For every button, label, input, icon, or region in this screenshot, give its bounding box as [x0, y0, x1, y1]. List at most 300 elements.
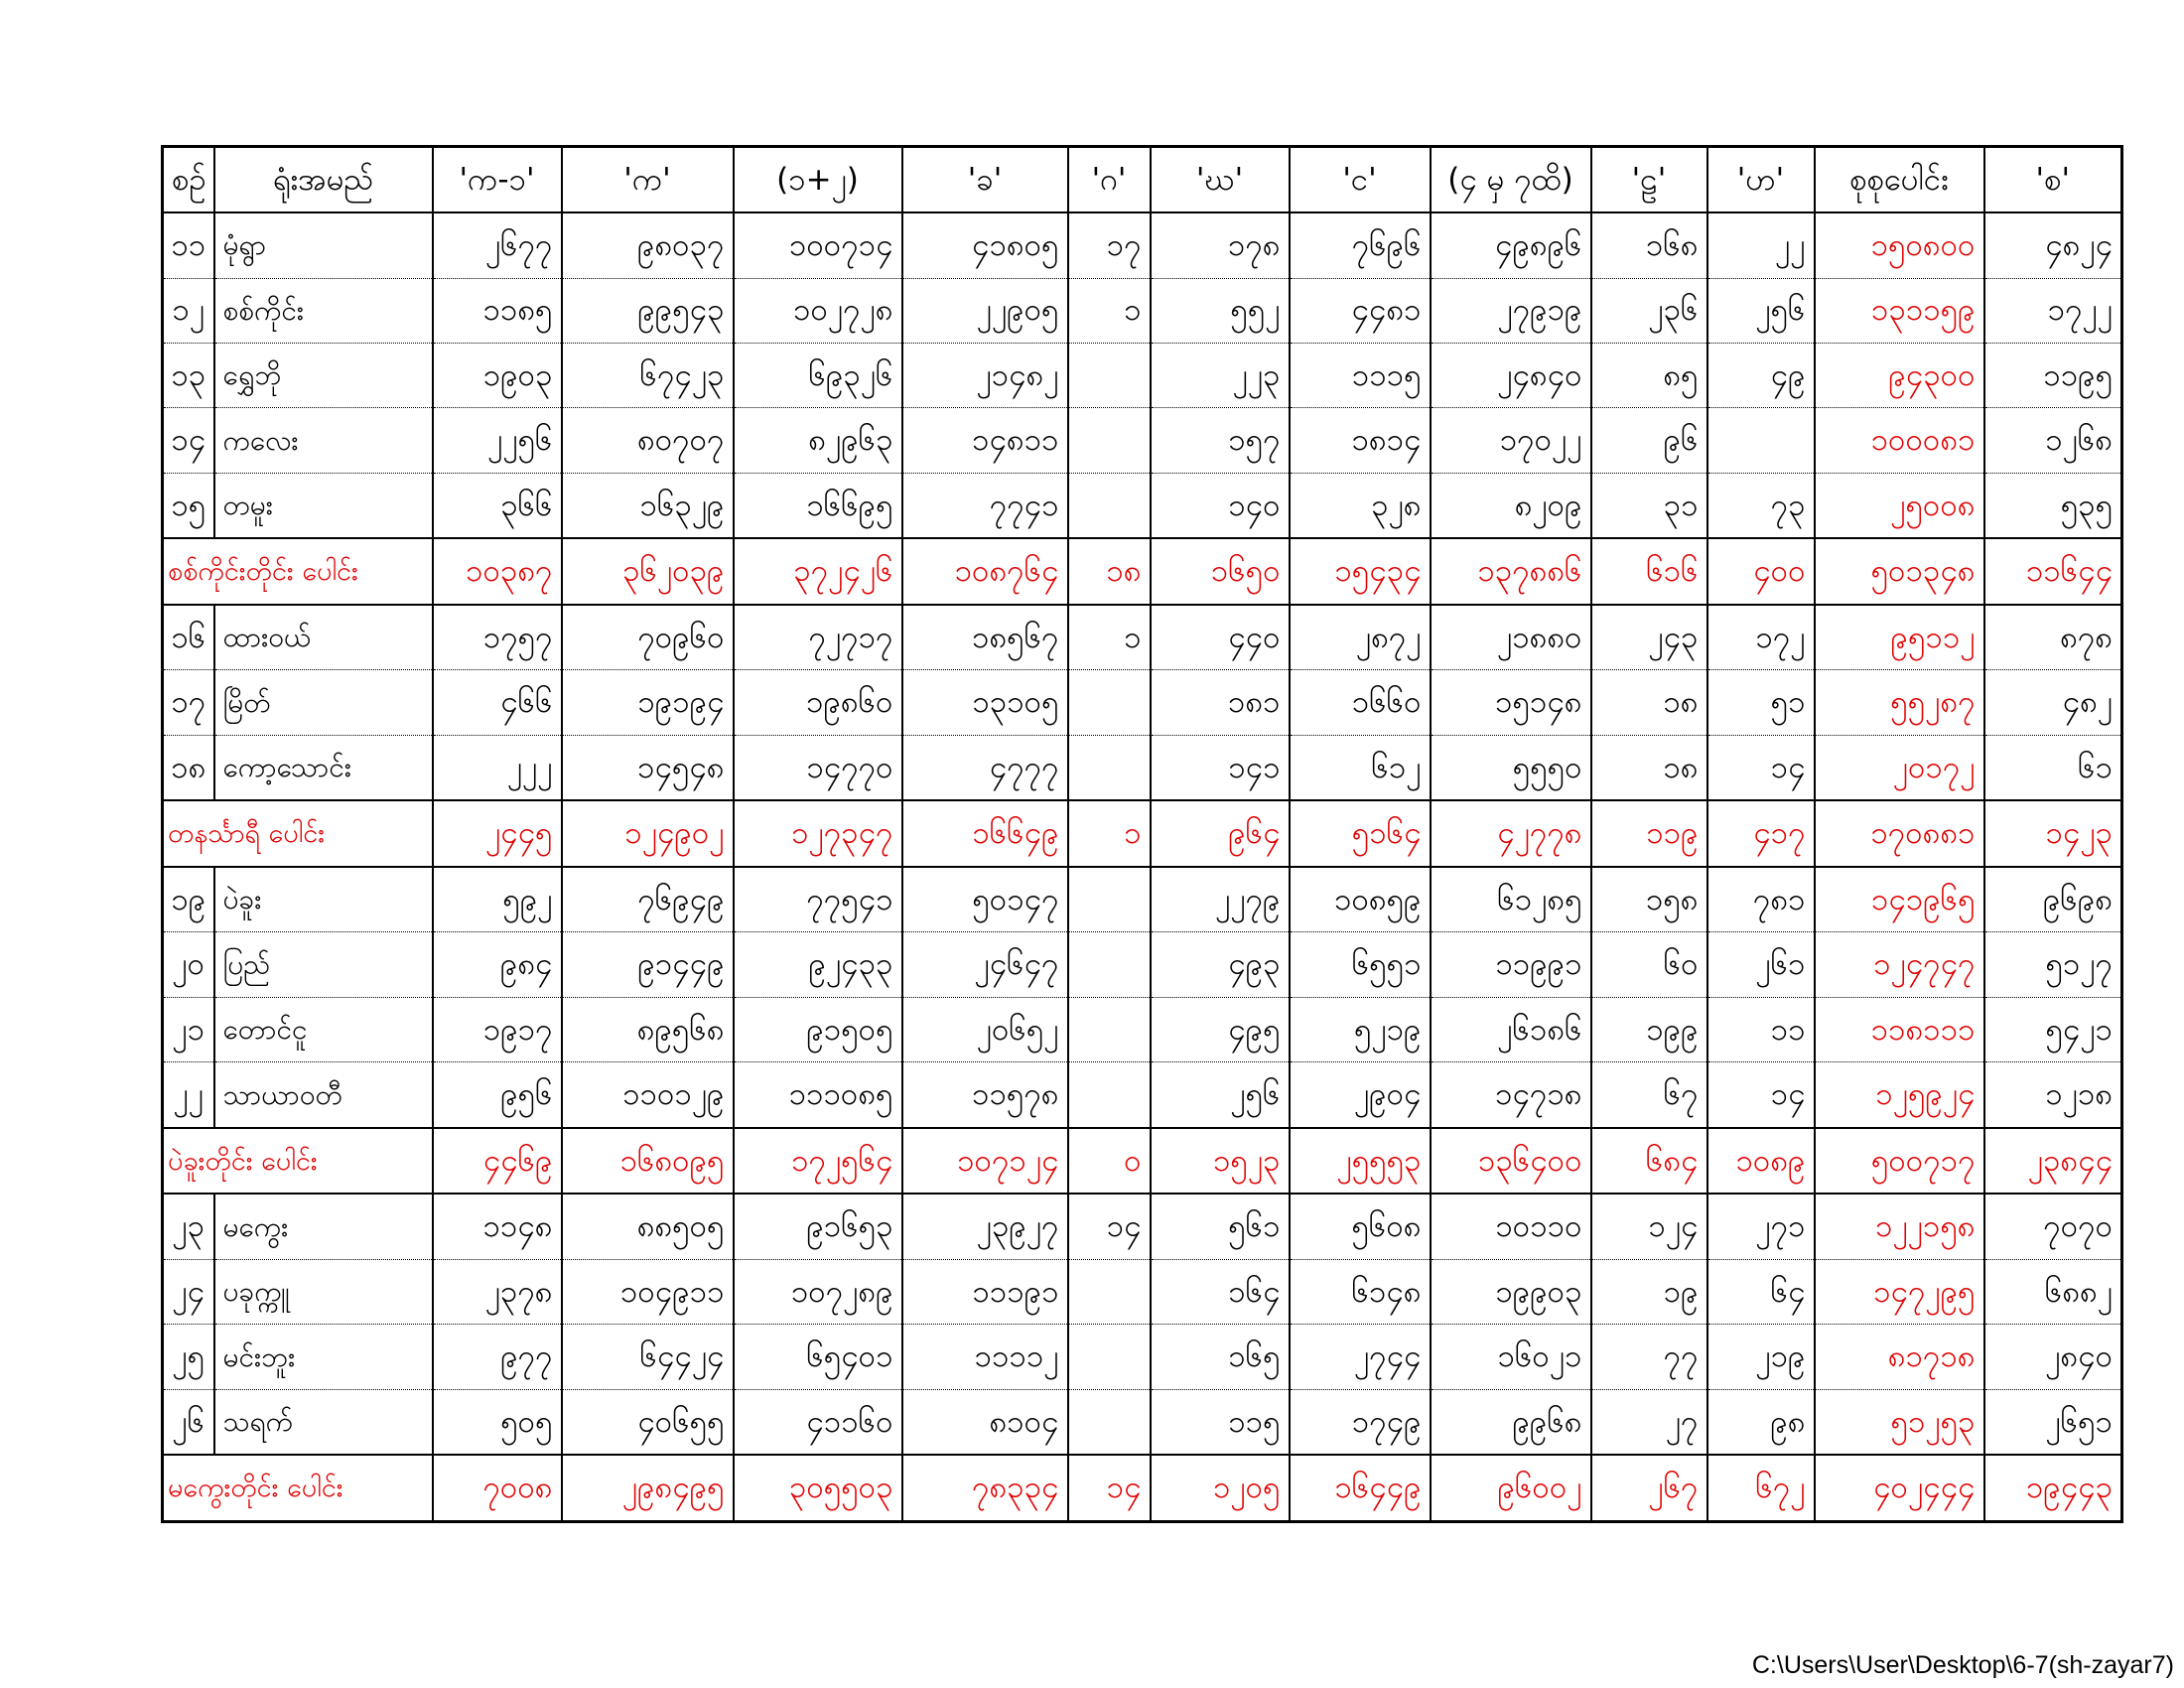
column-header: 'ဃ' — [1151, 147, 1290, 213]
value-cell: ၈၁၀၄ — [902, 1389, 1068, 1455]
subtotal-value: ၁ — [1068, 800, 1151, 867]
value-cell: ၁၆၀၂၁ — [1431, 1325, 1591, 1389]
value-cell: ၁၃၁၀၅ — [902, 670, 1068, 735]
serial-number: ၁၁ — [163, 212, 214, 278]
serial-number: ၂၁ — [163, 997, 214, 1061]
value-cell: ၅၆၁ — [1151, 1194, 1290, 1259]
value-cell: ၁၀၈၅၉ — [1290, 867, 1431, 932]
value-cell: ၁၁၀၁၂၉ — [562, 1062, 734, 1128]
value-cell: ၉၅၆ — [433, 1062, 562, 1128]
value-cell: ၉၉၆၈ — [1431, 1389, 1591, 1455]
subtotal-value: ၁၀၇၁၂၄ — [902, 1128, 1068, 1195]
value-cell: ၄၉ — [1707, 343, 1815, 407]
value-cell: ၂၉၀၄ — [1290, 1062, 1431, 1128]
value-cell: ၂၆၁ — [1707, 932, 1815, 997]
value-cell: ၁၁၅၇၈ — [902, 1062, 1068, 1128]
column-header: (၄ မှ ၇ထိ) — [1431, 147, 1591, 213]
value-cell: ၂၄၈၄၀ — [1431, 343, 1591, 407]
value-cell: ၁၆၈ — [1591, 212, 1707, 278]
value-cell: ၂၆၅၁ — [1984, 1389, 2122, 1455]
subtotal-value: ၆၁၆ — [1591, 538, 1707, 605]
value-cell: ၂၂၇၉ — [1151, 867, 1290, 932]
serial-number: ၁၅ — [163, 473, 214, 538]
value-cell: ၁၁၅ — [1151, 1389, 1290, 1455]
value-cell: ၉၉၅၄၃ — [562, 278, 734, 343]
value-cell: ၉၁၄၄၉ — [562, 932, 734, 997]
office-name: မင်းဘူး — [214, 1325, 433, 1389]
office-name: ပဲခူး — [214, 867, 433, 932]
value-cell: ၅၂၁၉ — [1290, 997, 1431, 1061]
value-cell: ၂၂၂ — [433, 735, 562, 800]
serial-number: ၁၉ — [163, 867, 214, 932]
value-cell: ၁၉၁၉၄ — [562, 670, 734, 735]
office-name: မကွေး — [214, 1194, 433, 1259]
value-cell: ၄၇၇၇ — [902, 735, 1068, 800]
total-cell: ၁၅၀၈၀၀ — [1815, 212, 1984, 278]
value-cell — [1068, 735, 1151, 800]
table-row — [163, 605, 2122, 670]
value-cell: ၁၁၁၀၈၅ — [734, 1062, 902, 1128]
value-cell: ၈၉၅၆၈ — [562, 997, 734, 1061]
value-cell: ၁၆၃၂၉ — [562, 473, 734, 538]
serial-number: ၂၄ — [163, 1259, 214, 1324]
value-cell: ၈၇၈ — [1984, 605, 2122, 670]
office-name: ရွှေဘို — [214, 343, 433, 407]
column-header: 'က' — [562, 147, 734, 213]
total-cell: ၅၅၂၈၇ — [1815, 670, 1984, 735]
value-cell: ၅၀၁၄၇ — [902, 867, 1068, 932]
total-cell: ၁၄၁၉၆၅ — [1815, 867, 1984, 932]
subtotal-value: ၄၁၇ — [1707, 800, 1815, 867]
serial-number: ၂၆ — [163, 1389, 214, 1455]
office-name: တောင်ငူ — [214, 997, 433, 1061]
value-cell: ၅၀၅ — [433, 1389, 562, 1455]
value-cell — [1068, 997, 1151, 1061]
value-cell: ၂၇၄၄ — [1290, 1325, 1431, 1389]
value-cell: ၁၇၅၇ — [433, 605, 562, 670]
value-cell: ၁ — [1068, 278, 1151, 343]
value-cell: ၂၂၃ — [1151, 343, 1290, 407]
subtotal-value: ၁၅၂၃ — [1151, 1128, 1290, 1195]
value-cell: ၆၁၄၈ — [1290, 1259, 1431, 1324]
value-cell: ၁၉၁၇ — [433, 997, 562, 1061]
value-cell — [1068, 1259, 1151, 1324]
subtotal-value: ၅၁၆၄ — [1290, 800, 1431, 867]
subtotal-value: ၁၂၇၃၄၇ — [734, 800, 902, 867]
total-cell: ၁၂၅၉၂၄ — [1815, 1062, 1984, 1128]
value-cell: ၄၁၈၀၅ — [902, 212, 1068, 278]
subtotal-value: ၂၄၄၅ — [433, 800, 562, 867]
subtotal-value: ၆၈၄ — [1591, 1128, 1707, 1195]
office-name: စစ်ကိုင်း — [214, 278, 433, 343]
table-row — [163, 212, 2122, 278]
serial-number: ၁၂ — [163, 278, 214, 343]
value-cell: ၆၄၄၂၄ — [562, 1325, 734, 1389]
table-row — [163, 867, 2122, 932]
total-cell: ၁၂၂၁၅၈ — [1815, 1194, 1984, 1259]
table-row — [163, 343, 2122, 407]
value-cell: ၁၀၂၇၂၈ — [734, 278, 902, 343]
subtotal-value: ၉၆၀၀၂ — [1431, 1455, 1591, 1521]
value-cell: ၁၁၁၅ — [1290, 343, 1431, 407]
serial-number: ၁၃ — [163, 343, 214, 407]
serial-number: ၁၈ — [163, 735, 214, 800]
header-row — [163, 147, 2122, 213]
value-cell: ၂၁၉ — [1707, 1325, 1815, 1389]
value-cell: ၁၄ — [1707, 1062, 1815, 1128]
table-row — [163, 408, 2122, 473]
total-cell: ၈၁၇၁၈ — [1815, 1325, 1984, 1389]
value-cell: ၁၉၉၀၃ — [1431, 1259, 1591, 1324]
value-cell: ၁၇၀၂၂ — [1431, 408, 1591, 473]
serial-number: ၂၃ — [163, 1194, 214, 1259]
office-name: ကလေး — [214, 408, 433, 473]
table-row — [163, 473, 2122, 538]
column-header: 'င' — [1290, 147, 1431, 213]
value-cell: ၂၅၆ — [1151, 1062, 1290, 1128]
value-cell: ၁ — [1068, 605, 1151, 670]
table-row — [163, 1194, 2122, 1259]
value-cell — [1068, 473, 1151, 538]
subtotal-value: ၁၁၉ — [1591, 800, 1707, 867]
value-cell: ၂၈၇၂ — [1290, 605, 1431, 670]
column-header: 'ခ' — [902, 147, 1068, 213]
subtotal-value: ၁၀၈၇၆၄ — [902, 538, 1068, 605]
value-cell: ၆၇ — [1591, 1062, 1707, 1128]
total-cell: ၁၀၀၀၈၁ — [1815, 408, 1984, 473]
value-cell: ၁၉၈၆၀ — [734, 670, 902, 735]
value-cell: ၄၆၆ — [433, 670, 562, 735]
office-name: ကော့သောင်း — [214, 735, 433, 800]
column-header: 'ဂ' — [1068, 147, 1151, 213]
subtotal-value: ၇၀၀၈ — [433, 1455, 562, 1521]
serial-number: ၁၆ — [163, 605, 214, 670]
subtotal-value: ၃၆၂၀၃၉ — [562, 538, 734, 605]
value-cell: ၁၈၅၆၇ — [902, 605, 1068, 670]
value-cell: ၂၃၆ — [1591, 278, 1707, 343]
value-cell: ၆၁၂ — [1290, 735, 1431, 800]
value-cell: ၂၀၆၅၂ — [902, 997, 1068, 1061]
table-row — [163, 997, 2122, 1061]
value-cell: ၄၄၀ — [1151, 605, 1290, 670]
subtotal-value: ၄၂၇၇၈ — [1431, 800, 1591, 867]
value-cell: ၁၄၁ — [1151, 735, 1290, 800]
value-cell: ၇၆၉၆ — [1290, 212, 1431, 278]
subtotal-value: ၁၄ — [1068, 1455, 1151, 1521]
total-cell: ၁၃၁၁၅၉ — [1815, 278, 1984, 343]
value-cell: ၁၈၁ — [1151, 670, 1290, 735]
value-cell: ၁၀၀၇၁၄ — [734, 212, 902, 278]
serial-number: ၁၇ — [163, 670, 214, 735]
value-cell: ၅၃၅ — [1984, 473, 2122, 538]
value-cell: ၁၂၆၈ — [1984, 408, 2122, 473]
value-cell: ၄၉၃ — [1151, 932, 1290, 997]
value-cell: ၁၇ — [1068, 212, 1151, 278]
value-cell: ၅၁ — [1707, 670, 1815, 735]
value-cell: ၁၁၁၉၁ — [902, 1259, 1068, 1324]
column-header: 'က-၁' — [433, 147, 562, 213]
value-cell: ၁၁၉၅ — [1984, 343, 2122, 407]
value-cell: ၆၈၈၂ — [1984, 1259, 2122, 1324]
value-cell: ၇၈၁ — [1707, 867, 1815, 932]
value-cell: ၁၉၀၃ — [433, 343, 562, 407]
value-cell: ၄၈၂၄ — [1984, 212, 2122, 278]
subtotal-value: ၂၆၇ — [1591, 1455, 1707, 1521]
subtotal-value: ၂၃၈၄၄ — [1984, 1128, 2122, 1195]
subtotal-value: ၁၆၄၄၉ — [1290, 1455, 1431, 1521]
value-cell: ၄၀၆၅၅ — [562, 1389, 734, 1455]
value-cell: ၇၃ — [1707, 473, 1815, 538]
value-cell: ၁၁၁၁၂ — [902, 1325, 1068, 1389]
value-cell: ၇၀၉၆၀ — [562, 605, 734, 670]
value-cell — [1068, 343, 1151, 407]
office-name: မုံရွာ — [214, 212, 433, 278]
value-cell: ၁၀၁၁၀ — [1431, 1194, 1591, 1259]
value-cell: ၂၆၇၇ — [433, 212, 562, 278]
office-name: သရက် — [214, 1389, 433, 1455]
value-cell — [1068, 670, 1151, 735]
value-cell: ၄၁၁၆၀ — [734, 1389, 902, 1455]
value-cell: ၂၇ — [1591, 1389, 1707, 1455]
subtotal-value: ၅၀၁၃၄၈ — [1815, 538, 1984, 605]
subtotal-value: ၁၂၀၅ — [1151, 1455, 1290, 1521]
column-header: 'စ' — [1984, 147, 2122, 213]
value-cell: ၇၇ — [1591, 1325, 1707, 1389]
subtotal-value: ၁၀၈၉ — [1707, 1128, 1815, 1195]
table-row — [163, 278, 2122, 343]
value-cell: ၆၇၄၂၃ — [562, 343, 734, 407]
subtotal-row — [163, 1128, 2122, 1195]
total-cell: ၂၀၁၇၂ — [1815, 735, 1984, 800]
value-cell: ၉၆၉၈ — [1984, 867, 2122, 932]
value-cell: ၁၇၂ — [1707, 605, 1815, 670]
value-cell: ၉၁၆၅၃ — [734, 1194, 902, 1259]
table-row — [163, 670, 2122, 735]
office-name: ပခုက္ကူ — [214, 1259, 433, 1324]
report-table — [161, 145, 2123, 1523]
subtotal-value: ၁၃၆၄၀၀ — [1431, 1128, 1591, 1195]
value-cell: ၄၈၂ — [1984, 670, 2122, 735]
value-cell: ၁၄၈၁၁ — [902, 408, 1068, 473]
value-cell: ၇၀၇၀ — [1984, 1194, 2122, 1259]
value-cell: ၁၆၅ — [1151, 1325, 1290, 1389]
value-cell: ၁၀၇၂၈၉ — [734, 1259, 902, 1324]
column-header: စဉ် — [163, 147, 214, 213]
value-cell: ၉၈၀၃၇ — [562, 212, 734, 278]
value-cell: ၈၂၉၆၃ — [734, 408, 902, 473]
value-cell: ၉၇၇ — [433, 1325, 562, 1389]
table-row — [163, 1325, 2122, 1389]
value-cell: ၆၉၃၂၆ — [734, 343, 902, 407]
value-cell: ၁၁၈၅ — [433, 278, 562, 343]
value-cell: ၁၄ — [1707, 735, 1815, 800]
subtotal-value: ၁၄၂၃ — [1984, 800, 2122, 867]
value-cell: ၁၅၁၄၈ — [1431, 670, 1591, 735]
value-cell: ၂၄၆၄၇ — [902, 932, 1068, 997]
value-cell: ၁၇၈ — [1151, 212, 1290, 278]
subtotal-value: ၄၄၆၉ — [433, 1128, 562, 1195]
value-cell: ၆၅၄၀၁ — [734, 1325, 902, 1389]
value-cell: ၅၁၂၇ — [1984, 932, 2122, 997]
subtotal-value: ၁၆၆၄၉ — [902, 800, 1068, 867]
value-cell: ၁၄၀ — [1151, 473, 1290, 538]
value-cell: ၄၉၈၉၆ — [1431, 212, 1591, 278]
value-cell: ၁၂၄ — [1591, 1194, 1707, 1259]
office-name: သာယာဝတီ — [214, 1062, 433, 1128]
value-cell: ၇၆၉၄၉ — [562, 867, 734, 932]
subtotal-value: ၁၈ — [1068, 538, 1151, 605]
value-cell: ၁၈ — [1591, 670, 1707, 735]
subtotal-value: ၄၀၀ — [1707, 538, 1815, 605]
value-cell: ၁၈၁၄ — [1290, 408, 1431, 473]
subtotal-row — [163, 1455, 2122, 1521]
column-header: စုစုပေါင်း — [1815, 147, 1984, 213]
value-cell: ၂၈၄၀ — [1984, 1325, 2122, 1389]
subtotal-value: ၅၀၀၇၁၇ — [1815, 1128, 1984, 1195]
subtotal-value: ၁၂၄၉၀၂ — [562, 800, 734, 867]
value-cell: ၆၁ — [1984, 735, 2122, 800]
value-cell: ၅၄၂၁ — [1984, 997, 2122, 1061]
value-cell: ၂၆၁၈၆ — [1431, 997, 1591, 1061]
table-row — [163, 932, 2122, 997]
value-cell: ၅၅၅၀ — [1431, 735, 1591, 800]
value-cell: ၄၄၈၁ — [1290, 278, 1431, 343]
serial-number: ၁၄ — [163, 408, 214, 473]
column-header: (၁+၂) — [734, 147, 902, 213]
value-cell: ၂၁၄၈၂ — [902, 343, 1068, 407]
column-header: 'ဠ' — [1591, 147, 1707, 213]
value-cell: ၃၆၆ — [433, 473, 562, 538]
value-cell: ၇၇၄၁ — [902, 473, 1068, 538]
value-cell: ၄၉၅ — [1151, 997, 1290, 1061]
value-cell: ၅၉၂ — [433, 867, 562, 932]
value-cell: ၂၁၈၈၀ — [1431, 605, 1591, 670]
value-cell: ၁၁၉၉၁ — [1431, 932, 1591, 997]
serial-number: ၂၅ — [163, 1325, 214, 1389]
subtotal-value: ၃၇၂၄၂၆ — [734, 538, 902, 605]
value-cell: ၂၃၇၈ — [433, 1259, 562, 1324]
value-cell: ၁၅၈ — [1591, 867, 1707, 932]
subtotal-value: ၁၇၂၅၆၄ — [734, 1128, 902, 1195]
value-cell — [1068, 1325, 1151, 1389]
total-cell: ၁၂၄၇၄၇ — [1815, 932, 1984, 997]
subtotal-value: ၁၀၃၈၇ — [433, 538, 562, 605]
subtotal-value: ၉၆၄ — [1151, 800, 1290, 867]
value-cell: ၂၂ — [1707, 212, 1815, 278]
value-cell: ၁၂၁၈ — [1984, 1062, 2122, 1128]
subtotal-label: စစ်ကိုင်းတိုင်း ပေါင်း — [163, 538, 433, 605]
subtotal-value: ၄၀၂၄၄၄ — [1815, 1455, 1984, 1521]
value-cell: ၉၈ — [1707, 1389, 1815, 1455]
subtotal-value: ၁၉၄၄၃ — [1984, 1455, 2122, 1521]
value-cell: ၈၅ — [1591, 343, 1707, 407]
value-cell — [1068, 1389, 1151, 1455]
value-cell: ၇၂၇၁၇ — [734, 605, 902, 670]
subtotal-value: ၀ — [1068, 1128, 1151, 1195]
value-cell: ၁၉ — [1591, 1259, 1707, 1324]
file-path-footer: C:\Users\User\Desktop\6-7(sh-zayar7) — [1751, 1651, 2174, 1679]
column-header: ရုံးအမည် — [214, 147, 433, 213]
office-name: တမူး — [214, 473, 433, 538]
value-cell: ၆၀ — [1591, 932, 1707, 997]
value-cell: ၁၄ — [1068, 1194, 1151, 1259]
subtotal-value: ၁၆၈၀၉၅ — [562, 1128, 734, 1195]
value-cell: ၁၀၄၉၁၁ — [562, 1259, 734, 1324]
value-cell: ၁၅၇ — [1151, 408, 1290, 473]
subtotal-row — [163, 538, 2122, 605]
value-cell: ၁၇၂၂ — [1984, 278, 2122, 343]
value-cell: ၈၈၅၀၅ — [562, 1194, 734, 1259]
value-cell: ၉၂၄၃၃ — [734, 932, 902, 997]
value-cell: ၂၇၁ — [1707, 1194, 1815, 1259]
subtotal-label: မကွေးတိုင်း ပေါင်း — [163, 1455, 433, 1521]
table-row — [163, 735, 2122, 800]
value-cell: ၃၂၈ — [1290, 473, 1431, 538]
value-cell: ၂၇၉၁၉ — [1431, 278, 1591, 343]
total-cell: ၁၁၈၁၁၁ — [1815, 997, 1984, 1061]
office-name: ပြည် — [214, 932, 433, 997]
value-cell: ၇၇၅၄၁ — [734, 867, 902, 932]
value-cell: ၁၉၉ — [1591, 997, 1707, 1061]
subtotal-value: ၇၈၃၃၄ — [902, 1455, 1068, 1521]
value-cell: ၂၅၆ — [1707, 278, 1815, 343]
value-cell — [1068, 408, 1151, 473]
subtotal-row — [163, 800, 2122, 867]
value-cell: ၂၃၉၂၇ — [902, 1194, 1068, 1259]
table-row — [163, 1062, 2122, 1128]
value-cell: ၉၆ — [1591, 408, 1707, 473]
value-cell: ၁၇၄၉ — [1290, 1389, 1431, 1455]
subtotal-label: ပဲခူးတိုင်း ပေါင်း — [163, 1128, 433, 1195]
value-cell: ၆၁၂၈၅ — [1431, 867, 1591, 932]
table-row — [163, 1389, 2122, 1455]
table-row — [163, 1259, 2122, 1324]
value-cell: ၃၁ — [1591, 473, 1707, 538]
value-cell: ၆၄ — [1707, 1259, 1815, 1324]
value-cell — [1068, 932, 1151, 997]
serial-number: ၂၀ — [163, 932, 214, 997]
subtotal-value: ၂၅၅၅၃ — [1290, 1128, 1431, 1195]
value-cell: ၁၈ — [1591, 735, 1707, 800]
total-cell: ၁၄၇၂၉၅ — [1815, 1259, 1984, 1324]
value-cell: ၁၆၆၉၅ — [734, 473, 902, 538]
value-cell: ၈၀၇၀၇ — [562, 408, 734, 473]
column-header: 'ဟ' — [1707, 147, 1815, 213]
subtotal-value: ၁၇၀၈၈၁ — [1815, 800, 1984, 867]
value-cell: ၆၅၅၁ — [1290, 932, 1431, 997]
value-cell: ၂၄၃ — [1591, 605, 1707, 670]
value-cell: ၁၄၇၇၀ — [734, 735, 902, 800]
value-cell: ၉၈၄ — [433, 932, 562, 997]
value-cell: ၁၆၆၀ — [1290, 670, 1431, 735]
value-cell — [1068, 1062, 1151, 1128]
subtotal-value: ၁၆၅၀ — [1151, 538, 1290, 605]
value-cell: ၂၂၅၆ — [433, 408, 562, 473]
office-name: မြိတ် — [214, 670, 433, 735]
subtotal-value: ၁၃၇၈၈၆ — [1431, 538, 1591, 605]
value-cell — [1068, 867, 1151, 932]
value-cell: ၁၆၄ — [1151, 1259, 1290, 1324]
subtotal-value: ၂၉၈၄၉၅ — [562, 1455, 734, 1521]
subtotal-value: ၆၇၂ — [1707, 1455, 1815, 1521]
value-cell: ၁၄၇၁၈ — [1431, 1062, 1591, 1128]
total-cell: ၉၅၁၁၂ — [1815, 605, 1984, 670]
value-cell — [1707, 408, 1815, 473]
total-cell: ၅၁၂၅၃ — [1815, 1389, 1984, 1455]
value-cell: ၁၁၄၈ — [433, 1194, 562, 1259]
office-name: ထားဝယ် — [214, 605, 433, 670]
subtotal-value: ၃၀၅၅၀၃ — [734, 1455, 902, 1521]
